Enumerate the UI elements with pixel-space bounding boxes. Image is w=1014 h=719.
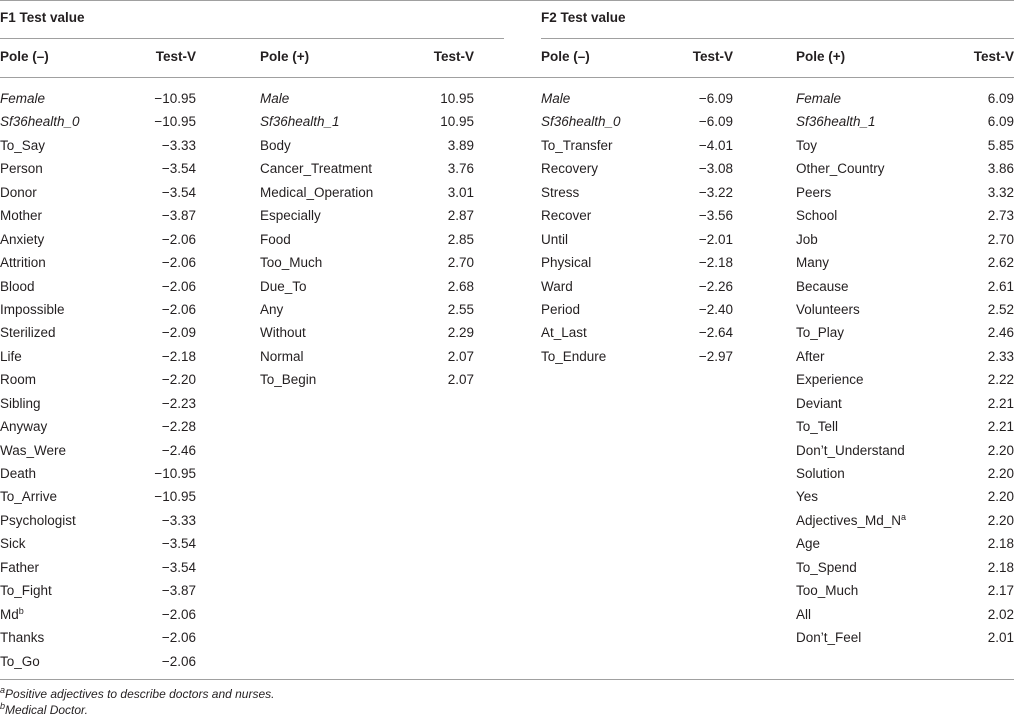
f2-pos-term: [796, 439, 946, 462]
f2-pole-pos-header: Pole (+): [796, 49, 846, 64]
f2-pos-term: [796, 204, 946, 227]
f2-neg-value: −2.40: [698, 301, 733, 317]
f2-pos-value: 2.18: [987, 536, 1014, 552]
f1-pos-term: [260, 298, 410, 321]
header-bottom-rule: [0, 77, 1014, 78]
f1-neg-term-footnote-mark: b: [18, 605, 24, 616]
f1-pos-value: 3.89: [447, 137, 474, 153]
f1-neg-value: −2.06: [161, 606, 196, 622]
f1-neg-value: −3.54: [161, 184, 196, 200]
f1-pos-value: 2.70: [447, 255, 474, 271]
f1-pos-value: 2.07: [447, 348, 474, 364]
f1-neg-term: [0, 228, 140, 251]
f2-pos-term-text: Job: [796, 231, 818, 247]
f1-neg-value: −2.06: [161, 630, 196, 646]
f2-pos-value: 2.18: [987, 559, 1014, 575]
f2-neg-value: −2.01: [698, 231, 733, 247]
f1-neg-value: −3.54: [161, 161, 196, 177]
f2-pos-value: 2.46: [987, 325, 1014, 341]
f1-neg-value: −2.28: [161, 419, 196, 435]
f2-pos-value: 2.20: [987, 442, 1014, 458]
f2-pos-term: [796, 321, 946, 344]
f1-neg-value: −2.18: [161, 348, 196, 364]
f1-pos-value: 10.95: [440, 91, 474, 106]
f1-neg-value: −10.95: [154, 489, 196, 505]
f1-neg-value: −2.06: [161, 255, 196, 271]
f2-pos-term-text: All: [796, 606, 812, 622]
f1-neg-term-text: To_Say: [0, 137, 46, 153]
f1-pos-term-text: Too_Much: [260, 255, 323, 271]
f2-pos-term-text: Deviant: [796, 395, 842, 411]
f2-pos-term: [796, 368, 946, 391]
f1-pos-term-text: Body: [260, 137, 291, 153]
f2-pos-values-column: [938, 87, 1014, 650]
f1-pos-term: [260, 321, 410, 344]
f1-neg-value: −10.95: [154, 466, 196, 481]
f2-pos-value: 2.20: [987, 512, 1014, 528]
f1-neg-term-text: Death: [0, 466, 37, 481]
f1-pos-value: 2.29: [447, 325, 474, 341]
f2-pos-value: 2.17: [987, 583, 1014, 599]
f1-pos-value: 2.55: [447, 301, 474, 317]
f2-pos-value: 2.73: [987, 208, 1014, 224]
f1-neg-term: [0, 181, 140, 204]
f1-pos-term-text: Male: [260, 91, 290, 106]
f2-pos-terms-column: [796, 87, 946, 650]
f1-neg-term-text: Donor: [0, 184, 37, 200]
f2-neg-value: −6.09: [698, 114, 733, 130]
f2-pos-term-text: Volunteers: [796, 301, 860, 317]
f2-pos-term-text: Other_Country: [796, 161, 885, 177]
f2-pos-term: [796, 556, 946, 579]
f1-pos-terms-column: [260, 87, 410, 392]
f1-neg-term-text: To_Go: [0, 653, 40, 669]
f1-neg-term: [0, 532, 140, 555]
f1-pos-term-text: Especially: [260, 208, 321, 224]
f2-pos-term: [796, 532, 946, 555]
f2-neg-value: −2.26: [698, 278, 733, 294]
f2-neg-term-text: Period: [541, 301, 581, 317]
f1-pos-term-text: Sf36health_1: [260, 114, 340, 130]
f2-pos-value: 6.09: [987, 114, 1014, 130]
f2-pos-term-text: Age: [796, 536, 821, 552]
f1-neg-value: −2.20: [161, 372, 196, 388]
f1-pos-term: [260, 157, 410, 180]
footnote-b-mark: b: [0, 701, 6, 711]
f2-pos-value: 5.85: [987, 137, 1014, 153]
f1-neg-term-text: Sick: [0, 536, 26, 552]
f1-header-rule: [0, 38, 504, 39]
f1-pos-value: 2.87: [447, 208, 474, 224]
f2-neg-term-text: Physical: [541, 255, 592, 271]
f1-neg-term-text: Room: [0, 372, 37, 388]
f2-pos-value: 3.32: [987, 184, 1014, 200]
f1-neg-term: [0, 134, 140, 157]
f2-pos-term: [796, 485, 946, 508]
f1-pos-value: 10.95: [440, 114, 474, 130]
f2-pole-neg-header: Pole (–): [541, 49, 590, 64]
f2-pos-term: [796, 392, 946, 415]
f2-neg-value: −3.56: [698, 208, 733, 224]
f1-neg-term-text: Father: [0, 559, 40, 575]
f1-pole-pos-header: Pole (+): [260, 49, 310, 64]
f2-pos-term: [796, 298, 946, 321]
table-bottom-rule: [0, 679, 1014, 680]
f2-pos-testv-header: Test-V: [973, 49, 1014, 64]
f1-neg-value: −10.95: [154, 114, 196, 130]
f1-neg-value: −10.95: [154, 91, 196, 106]
f2-pos-value: 2.22: [987, 372, 1014, 388]
f2-pos-value: 2.62: [987, 255, 1014, 271]
f2-pos-value: 2.33: [987, 348, 1014, 364]
f1-pos-value: 3.76: [447, 161, 474, 177]
f1-neg-term: [0, 579, 140, 602]
f1-neg-term-text: Anyway: [0, 419, 48, 435]
f1-neg-term: [0, 321, 140, 344]
f1-neg-value: −2.06: [161, 231, 196, 247]
f2-pos-term: [796, 462, 946, 485]
f2-pos-value: 3.86: [987, 161, 1014, 177]
f1-neg-term: [0, 415, 140, 438]
f1-neg-value: −3.33: [161, 137, 196, 153]
f2-neg-term-text: At_Last: [541, 325, 587, 341]
f1-neg-term: [0, 157, 140, 180]
f2-pos-value: 2.70: [987, 231, 1014, 247]
f1-neg-term-text: Sterilized: [0, 325, 56, 341]
f2-pos-term-text: To_Play: [796, 325, 845, 341]
f1-neg-value: −3.87: [161, 208, 196, 224]
f2-pos-term-text: School: [796, 208, 838, 224]
f1-pos-term-text: Medical_Operation: [260, 184, 374, 200]
f2-pos-value: 2.01: [987, 630, 1014, 646]
footnote-b: [0, 703, 88, 717]
f2-neg-term-text: Male: [541, 91, 571, 106]
f1-pos-term-text: Cancer_Treatment: [260, 161, 373, 177]
f1-pos-term: [260, 368, 410, 391]
f1-pos-term: [260, 275, 410, 298]
f2-pos-term-text: Yes: [796, 489, 819, 505]
f1-pos-term-text: Any: [260, 301, 284, 317]
f2-pos-term: [796, 275, 946, 298]
f1-pos-term: [260, 345, 410, 368]
f2-header-rule: [541, 38, 1014, 39]
f1-neg-term-text: Life: [0, 348, 22, 364]
f2-pos-value: 2.21: [987, 395, 1014, 411]
f1-neg-value: −2.06: [161, 653, 196, 669]
f1-neg-term: [0, 556, 140, 579]
f1-neg-term-text: Md: [0, 606, 19, 622]
f1-neg-term-text: Psychologist: [0, 512, 76, 528]
f2-pos-term: [796, 181, 946, 204]
f2-pos-term-text: Because: [796, 278, 849, 294]
f2-pos-term: [796, 251, 946, 274]
f2-pos-term-text: Don’t_Understand: [796, 442, 905, 458]
f2-neg-term-text: To_Transfer: [541, 137, 613, 153]
f1-pos-term: [260, 134, 410, 157]
f1-neg-value: −2.09: [161, 325, 196, 341]
f1-neg-term: [0, 251, 140, 274]
f2-pos-value: 2.21: [987, 419, 1014, 435]
f2-neg-term-text: Sf36health_0: [541, 114, 621, 130]
f1-neg-values-column: [120, 87, 196, 673]
f1-neg-term: [0, 485, 140, 508]
f1-neg-term: [0, 275, 140, 298]
f2-pos-term-text: To_Tell: [796, 419, 839, 435]
f2-pos-value: 2.20: [987, 489, 1014, 505]
f1-neg-term-text: Was_Were: [0, 442, 67, 458]
f1-neg-term: [0, 392, 140, 415]
f2-neg-value: −3.08: [698, 161, 733, 177]
f2-pos-term: [796, 345, 946, 368]
f1-neg-value: −2.46: [161, 442, 196, 458]
f1-neg-term-text: To_Arrive: [0, 489, 58, 505]
f1-neg-term: [0, 298, 140, 321]
f2-neg-value: −2.18: [698, 255, 733, 271]
f2-pos-term: [796, 228, 946, 251]
f1-neg-term-text: Sibling: [0, 395, 41, 411]
f2-pos-term: [796, 87, 946, 110]
f2-neg-values-column: [657, 87, 733, 368]
f2-pos-term: [796, 134, 946, 157]
f2-pos-term-text: Female: [796, 91, 842, 106]
f2-pos-term-text: Many: [796, 255, 830, 271]
f2-pos-term-text: Solution: [796, 466, 845, 481]
f2-pos-value: 2.02: [987, 606, 1014, 622]
f2-pos-term-text: Experience: [796, 372, 864, 388]
f1-neg-term-text: Blood: [0, 278, 35, 294]
f1-pos-term: [260, 228, 410, 251]
f1-neg-term-text: Impossible: [0, 301, 65, 317]
f1-neg-terms-column: [0, 87, 140, 673]
footnote-b-text: Medical Doctor.: [5, 703, 88, 717]
f1-neg-value: −3.54: [161, 559, 196, 575]
f1-neg-value: −3.87: [161, 583, 196, 599]
f2-pos-term: [796, 509, 946, 532]
f1-pos-value: 2.07: [447, 372, 474, 388]
f1-neg-term: [0, 204, 140, 227]
f2-neg-term-text: Recovery: [541, 161, 599, 177]
f1-neg-term-text: To_Fight: [0, 583, 52, 599]
f1-neg-term-text: Thanks: [0, 630, 45, 646]
f2-neg-testv-header: Test-V: [692, 49, 733, 64]
f1-pos-value: 2.68: [447, 278, 474, 294]
top-rule: [0, 0, 1014, 1]
f1-neg-value: −3.54: [161, 536, 196, 552]
f2-pos-term: [796, 415, 946, 438]
f2-neg-value: −3.22: [698, 184, 733, 200]
f1-neg-term: [0, 439, 140, 462]
f2-pos-value: 2.61: [987, 278, 1014, 294]
f1-neg-value: −2.06: [161, 301, 196, 317]
f1-pos-testv-header: Test-V: [433, 49, 474, 64]
f1-neg-term-text: Sf36health_0: [0, 114, 80, 130]
f2-group-header: F2 Test value: [541, 10, 626, 25]
f2-neg-term-text: To_Endure: [541, 348, 607, 364]
f2-neg-term-text: Ward: [541, 278, 573, 294]
f2-neg-value: −2.64: [698, 325, 733, 341]
f2-pos-term: [796, 626, 946, 649]
f1-neg-testv-header: Test-V: [155, 49, 196, 64]
f1-pos-term-text: Without: [260, 325, 306, 341]
f2-pos-value: 2.52: [987, 301, 1014, 317]
f1-pos-value: 3.01: [447, 184, 474, 200]
f2-pos-term-text: Peers: [796, 184, 832, 200]
f2-pos-term-text: After: [796, 348, 825, 364]
f1-neg-term-text: Anxiety: [0, 231, 45, 247]
f1-pos-term-text: Normal: [260, 348, 304, 364]
f2-pos-value: 2.20: [987, 466, 1014, 481]
f1-neg-value: −3.33: [161, 512, 196, 528]
f2-neg-term-text: Recover: [541, 208, 592, 224]
f1-neg-term: [0, 626, 140, 649]
f2-pos-term: [796, 603, 946, 626]
f2-pos-value: 6.09: [987, 91, 1014, 106]
f1-neg-term: [0, 110, 140, 133]
f2-pos-term-footnote-mark: a: [901, 511, 907, 522]
f2-pos-term-text: Sf36health_1: [796, 114, 876, 130]
f1-neg-term: [0, 462, 140, 485]
f2-pos-term-text: Don’t_Feel: [796, 630, 862, 646]
f1-neg-term-text: Person: [0, 161, 43, 177]
f1-neg-term: [0, 650, 140, 673]
f1-pos-term: [260, 87, 410, 110]
f2-pos-term-text: Toy: [796, 137, 818, 153]
f2-neg-term-text: Stress: [541, 184, 580, 200]
f1-pos-term: [260, 204, 410, 227]
f1-pole-neg-header: Pole (–): [0, 49, 49, 64]
f1-pos-term-text: To_Begin: [260, 372, 317, 388]
f2-pos-term-text: Too_Much: [796, 583, 859, 599]
f1-pos-term-text: Food: [260, 231, 291, 247]
f1-pos-term-text: Due_To: [260, 278, 307, 294]
f1-neg-value: −2.23: [161, 395, 196, 411]
f2-pos-term: [796, 157, 946, 180]
f1-neg-term: [0, 87, 140, 110]
footnote-a: [0, 687, 275, 701]
f2-pos-term-text: Adjectives_Md_N: [796, 512, 902, 528]
f1-neg-term: [0, 509, 140, 532]
f2-neg-value: −4.01: [698, 137, 733, 153]
footnote-a-text: Positive adjectives to describe doctors and nurses.: [5, 687, 275, 701]
f2-neg-value: −2.97: [698, 348, 733, 364]
footnote-a-mark: a: [0, 685, 6, 695]
f1-neg-term-text: Female: [0, 91, 46, 106]
f1-pos-values-column: [398, 87, 474, 392]
f2-pos-term: [796, 110, 946, 133]
f1-neg-term-text: Attrition: [0, 255, 46, 271]
f1-pos-term: [260, 110, 410, 133]
f1-pos-term: [260, 251, 410, 274]
f1-neg-term-text: Mother: [0, 208, 43, 224]
f1-neg-value: −2.06: [161, 278, 196, 294]
f1-pos-term: [260, 181, 410, 204]
f2-neg-term-text: Until: [541, 231, 569, 247]
f1-neg-term: [0, 603, 140, 626]
f2-pos-term-text: To_Spend: [796, 559, 857, 575]
f2-pos-term: [796, 579, 946, 602]
f1-neg-term: [0, 345, 140, 368]
f1-pos-value: 2.85: [447, 231, 474, 247]
f2-neg-value: −6.09: [698, 91, 733, 106]
f1-neg-term: [0, 368, 140, 391]
f1-group-header: F1 Test value: [0, 10, 85, 25]
